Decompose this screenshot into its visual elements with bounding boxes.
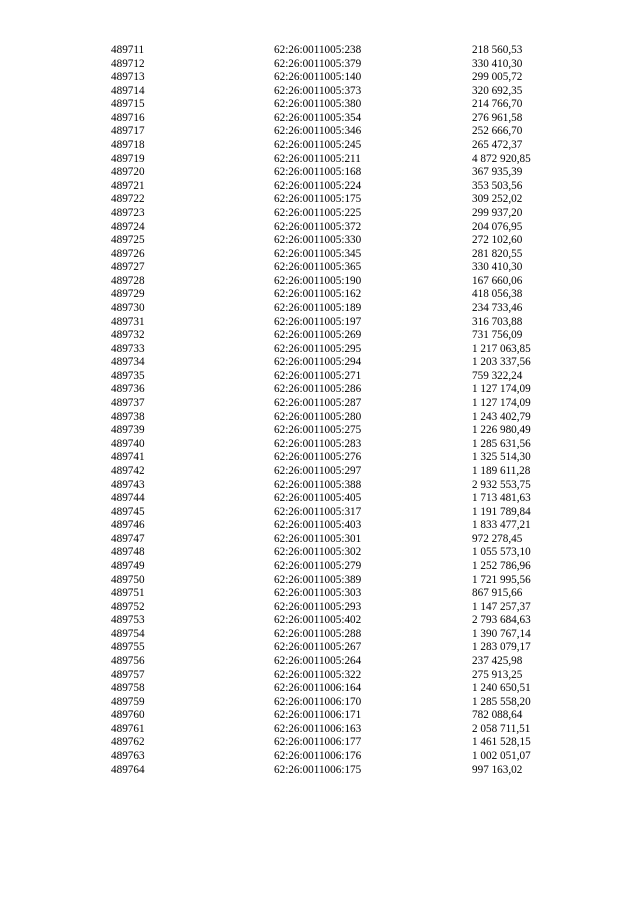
- record-number: 489737: [111, 397, 145, 410]
- record-number: 489716: [111, 111, 145, 124]
- cadastral-number: 62:26:0011005:271: [274, 369, 362, 382]
- cadastral-number: 62:26:0011005:345: [274, 247, 362, 260]
- table-row: [111, 479, 581, 493]
- cadastral-number: 62:26:0011005:276: [274, 451, 362, 464]
- table-row: [111, 601, 581, 615]
- record-number: 489754: [111, 627, 145, 640]
- record-number: 489730: [111, 301, 145, 314]
- cadastral-number: 62:26:0011005:379: [274, 57, 362, 70]
- cadastral-value: 1 055 573,10: [472, 546, 531, 559]
- cadastral-number: 62:26:0011005:372: [274, 220, 362, 233]
- cadastral-number: 62:26:0011005:264: [274, 655, 362, 668]
- table-row: [111, 492, 581, 506]
- table-row: [111, 560, 581, 574]
- table-row: [111, 696, 581, 710]
- cadastral-value: 309 252,02: [472, 193, 523, 206]
- table-row: [111, 411, 581, 425]
- cadastral-number: 62:26:0011005:354: [274, 111, 362, 124]
- cadastral-value: 275 913,25: [472, 668, 523, 681]
- cadastral-number: 62:26:0011005:402: [274, 614, 362, 627]
- cadastral-number: 62:26:0011005:301: [274, 532, 362, 545]
- record-number: 489715: [111, 98, 145, 111]
- cadastral-value: 265 472,37: [472, 139, 523, 152]
- table-row: [111, 465, 581, 479]
- record-number: 489755: [111, 641, 145, 654]
- cadastral-value: 299 937,20: [472, 206, 523, 219]
- cadastral-number: 62:26:0011005:283: [274, 437, 362, 450]
- table-row: [111, 750, 581, 764]
- cadastral-value: 281 820,55: [472, 247, 523, 260]
- record-number: 489720: [111, 166, 145, 179]
- record-number: 489728: [111, 274, 145, 287]
- table-row: [111, 356, 581, 370]
- table-row: [111, 275, 581, 289]
- cadastral-value: 218 560,53: [472, 44, 523, 56]
- cadastral-value: 418 056,38: [472, 288, 523, 301]
- cadastral-number: 62:26:0011005:389: [274, 573, 362, 586]
- table-row: [111, 736, 581, 750]
- cadastral-value: 167 660,06: [472, 274, 523, 287]
- record-number: 489743: [111, 478, 145, 491]
- cadastral-value: 234 733,46: [472, 301, 523, 314]
- table-row: [111, 682, 581, 696]
- cadastral-value: 867 915,66: [472, 587, 523, 600]
- cadastral-number: 62:26:0011006:170: [274, 695, 362, 708]
- record-number: 489744: [111, 492, 145, 505]
- cadastral-value: 1 833 477,21: [472, 519, 531, 532]
- record-number: 489721: [111, 179, 145, 192]
- table-row: [111, 288, 581, 302]
- cadastral-value: 1 217 063,85: [472, 342, 531, 355]
- cadastral-number: 62:26:0011005:287: [274, 397, 362, 410]
- record-number: 489736: [111, 383, 145, 396]
- cadastral-value: 2 793 684,63: [472, 614, 531, 627]
- data-table: [111, 44, 581, 777]
- cadastral-value: 1 713 481,63: [472, 492, 531, 505]
- record-number: 489741: [111, 451, 145, 464]
- cadastral-value: 214 766,70: [472, 98, 523, 111]
- table-row: [111, 193, 581, 207]
- table-row: [111, 641, 581, 655]
- record-number: 489735: [111, 369, 145, 382]
- table-row: [111, 112, 581, 126]
- cadastral-number: 62:26:0011005:162: [274, 288, 362, 301]
- record-number: 489712: [111, 57, 145, 70]
- record-number: 489714: [111, 84, 145, 97]
- table-row: [111, 234, 581, 248]
- record-number: 489729: [111, 288, 145, 301]
- cadastral-value: 759 322,24: [472, 369, 523, 382]
- record-number: 489733: [111, 342, 145, 355]
- table-row: [111, 574, 581, 588]
- cadastral-number: 62:26:0011005:190: [274, 274, 362, 287]
- cadastral-value: 1 252 786,96: [472, 559, 531, 572]
- cadastral-number: 62:26:0011006:175: [274, 763, 362, 776]
- cadastral-number: 62:26:0011005:224: [274, 179, 362, 192]
- record-number: 489763: [111, 750, 145, 763]
- cadastral-value: 1 243 402,79: [472, 410, 531, 423]
- record-number: 489757: [111, 668, 145, 681]
- table-row: [111, 614, 581, 628]
- cadastral-value: 237 425,98: [472, 655, 523, 668]
- table-row: [111, 44, 581, 58]
- cadastral-number: 62:26:0011006:163: [274, 722, 362, 735]
- cadastral-value: 997 163,02: [472, 763, 523, 776]
- table-row: [111, 71, 581, 85]
- table-row: [111, 316, 581, 330]
- cadastral-number: 62:26:0011005:267: [274, 641, 362, 654]
- cadastral-number: 62:26:0011005:168: [274, 166, 362, 179]
- record-number: 489756: [111, 655, 145, 668]
- table-row: [111, 628, 581, 642]
- record-number: 489761: [111, 722, 145, 735]
- cadastral-number: 62:26:0011005:322: [274, 668, 362, 681]
- table-row: [111, 329, 581, 343]
- cadastral-number: 62:26:0011005:373: [274, 84, 362, 97]
- table-row: [111, 546, 581, 560]
- cadastral-value: 316 703,88: [472, 315, 523, 328]
- table-row: [111, 519, 581, 533]
- cadastral-value: 1 390 767,14: [472, 627, 531, 640]
- table-row: [111, 669, 581, 683]
- record-number: 489751: [111, 587, 145, 600]
- record-number: 489723: [111, 206, 145, 219]
- cadastral-number: 62:26:0011005:140: [274, 71, 362, 84]
- table-row: [111, 261, 581, 275]
- table-row: [111, 533, 581, 547]
- cadastral-number: 62:26:0011005:405: [274, 492, 362, 505]
- record-number: 489762: [111, 736, 145, 749]
- record-number: 489752: [111, 600, 145, 613]
- table-row: [111, 343, 581, 357]
- record-number: 489711: [111, 44, 145, 56]
- table-row: [111, 587, 581, 601]
- cadastral-number: 62:26:0011006:171: [274, 709, 362, 722]
- table-row: [111, 383, 581, 397]
- record-number: 489749: [111, 559, 145, 572]
- cadastral-number: 62:26:0011005:189: [274, 301, 362, 314]
- table-row: [111, 58, 581, 72]
- cadastral-number: 62:26:0011005:275: [274, 424, 362, 437]
- cadastral-value: 731 756,09: [472, 329, 523, 342]
- record-number: 489738: [111, 410, 145, 423]
- table-row: [111, 180, 581, 194]
- cadastral-number: 62:26:0011005:303: [274, 587, 362, 600]
- cadastral-number: 62:26:0011005:295: [274, 342, 362, 355]
- record-number: 489740: [111, 437, 145, 450]
- cadastral-number: 62:26:0011005:365: [274, 261, 362, 274]
- cadastral-value: 1 240 650,51: [472, 682, 531, 695]
- cadastral-value: 1 226 980,49: [472, 424, 531, 437]
- table-row: [111, 302, 581, 316]
- cadastral-value: 1 283 079,17: [472, 641, 531, 654]
- cadastral-number: 62:26:0011005:269: [274, 329, 362, 342]
- record-number: 489734: [111, 356, 145, 369]
- record-number: 489747: [111, 532, 145, 545]
- cadastral-number: 62:26:0011006:176: [274, 750, 362, 763]
- cadastral-number: 62:26:0011005:302: [274, 546, 362, 559]
- cadastral-value: 272 102,60: [472, 234, 523, 247]
- cadastral-number: 62:26:0011005:197: [274, 315, 362, 328]
- cadastral-value: 330 410,30: [472, 57, 523, 70]
- cadastral-number: 62:26:0011005:293: [274, 600, 362, 613]
- cadastral-value: 367 935,39: [472, 166, 523, 179]
- cadastral-number: 62:26:0011005:403: [274, 519, 362, 532]
- record-number: 489758: [111, 682, 145, 695]
- cadastral-number: 62:26:0011005:346: [274, 125, 362, 138]
- cadastral-number: 62:26:0011005:245: [274, 139, 362, 152]
- cadastral-number: 62:26:0011005:330: [274, 234, 362, 247]
- record-number: 489717: [111, 125, 145, 138]
- cadastral-value: 276 961,58: [472, 111, 523, 124]
- cadastral-number: 62:26:0011005:297: [274, 464, 362, 477]
- table-row: [111, 397, 581, 411]
- cadastral-value: 972 278,45: [472, 532, 523, 545]
- cadastral-value: 2 058 711,51: [472, 722, 531, 735]
- table-row: [111, 125, 581, 139]
- table-row: [111, 764, 581, 778]
- record-number: 489739: [111, 424, 145, 437]
- record-number: 489750: [111, 573, 145, 586]
- cadastral-number: 62:26:0011005:317: [274, 505, 362, 518]
- cadastral-value: 1 002 051,07: [472, 750, 531, 763]
- table-row: [111, 723, 581, 737]
- table-row: [111, 451, 581, 465]
- cadastral-number: 62:26:0011005:288: [274, 627, 362, 640]
- record-number: 489764: [111, 763, 145, 776]
- cadastral-value: 330 410,30: [472, 261, 523, 274]
- cadastral-value: 1 147 257,37: [472, 600, 531, 613]
- cadastral-value: 1 285 558,20: [472, 695, 531, 708]
- cadastral-number: 62:26:0011005:279: [274, 559, 362, 572]
- record-number: 489731: [111, 315, 145, 328]
- cadastral-number: 62:26:0011005:175: [274, 193, 362, 206]
- cadastral-number: 62:26:0011006:177: [274, 736, 362, 749]
- table-row: [111, 166, 581, 180]
- record-number: 489719: [111, 152, 145, 165]
- record-number: 489742: [111, 464, 145, 477]
- record-number: 489753: [111, 614, 145, 627]
- record-number: 489746: [111, 519, 145, 532]
- cadastral-value: 1 127 174,09: [472, 383, 531, 396]
- cadastral-number: 62:26:0011006:164: [274, 682, 362, 695]
- table-row: [111, 370, 581, 384]
- record-number: 489727: [111, 261, 145, 274]
- cadastral-value: 252 666,70: [472, 125, 523, 138]
- record-number: 489713: [111, 71, 145, 84]
- cadastral-value: 1 721 995,56: [472, 573, 531, 586]
- cadastral-number: 62:26:0011005:294: [274, 356, 362, 369]
- cadastral-value: 1 203 337,56: [472, 356, 531, 369]
- table-row: [111, 424, 581, 438]
- table-row: [111, 506, 581, 520]
- cadastral-number: 62:26:0011005:286: [274, 383, 362, 396]
- cadastral-number: 62:26:0011005:211: [274, 152, 361, 165]
- cadastral-number: 62:26:0011005:280: [274, 410, 362, 423]
- record-number: 489748: [111, 546, 145, 559]
- record-number: 489724: [111, 220, 145, 233]
- cadastral-value: 353 503,56: [472, 179, 523, 192]
- table-row: [111, 221, 581, 235]
- cadastral-number: 62:26:0011005:225: [274, 206, 362, 219]
- table-row: [111, 139, 581, 153]
- table-row: [111, 655, 581, 669]
- cadastral-number: 62:26:0011005:238: [274, 44, 362, 56]
- record-number: 489726: [111, 247, 145, 260]
- record-number: 489722: [111, 193, 145, 206]
- record-number: 489745: [111, 505, 145, 518]
- cadastral-number: 62:26:0011005:388: [274, 478, 362, 491]
- table-row: [111, 98, 581, 112]
- cadastral-value: 1 461 528,15: [472, 736, 531, 749]
- table-row: [111, 153, 581, 167]
- cadastral-value: 1 285 631,56: [472, 437, 531, 450]
- cadastral-value: 782 088,64: [472, 709, 523, 722]
- cadastral-number: 62:26:0011005:380: [274, 98, 362, 111]
- cadastral-value: 299 005,72: [472, 71, 523, 84]
- cadastral-value: 4 872 920,85: [472, 152, 531, 165]
- cadastral-value: 1 189 611,28: [472, 464, 531, 477]
- table-row: [111, 438, 581, 452]
- cadastral-value: 320 692,35: [472, 84, 523, 97]
- cadastral-value: 2 932 553,75: [472, 478, 531, 491]
- table-row: [111, 709, 581, 723]
- record-number: 489718: [111, 139, 145, 152]
- cadastral-value: 1 325 514,30: [472, 451, 531, 464]
- table-row: [111, 248, 581, 262]
- cadastral-value: 1 127 174,09: [472, 397, 531, 410]
- record-number: 489725: [111, 234, 145, 247]
- cadastral-value: 204 076,95: [472, 220, 523, 233]
- cadastral-value: 1 191 789,84: [472, 505, 531, 518]
- table-row: [111, 207, 581, 221]
- record-number: 489732: [111, 329, 145, 342]
- table-row: [111, 85, 581, 99]
- record-number: 489759: [111, 695, 145, 708]
- record-number: 489760: [111, 709, 145, 722]
